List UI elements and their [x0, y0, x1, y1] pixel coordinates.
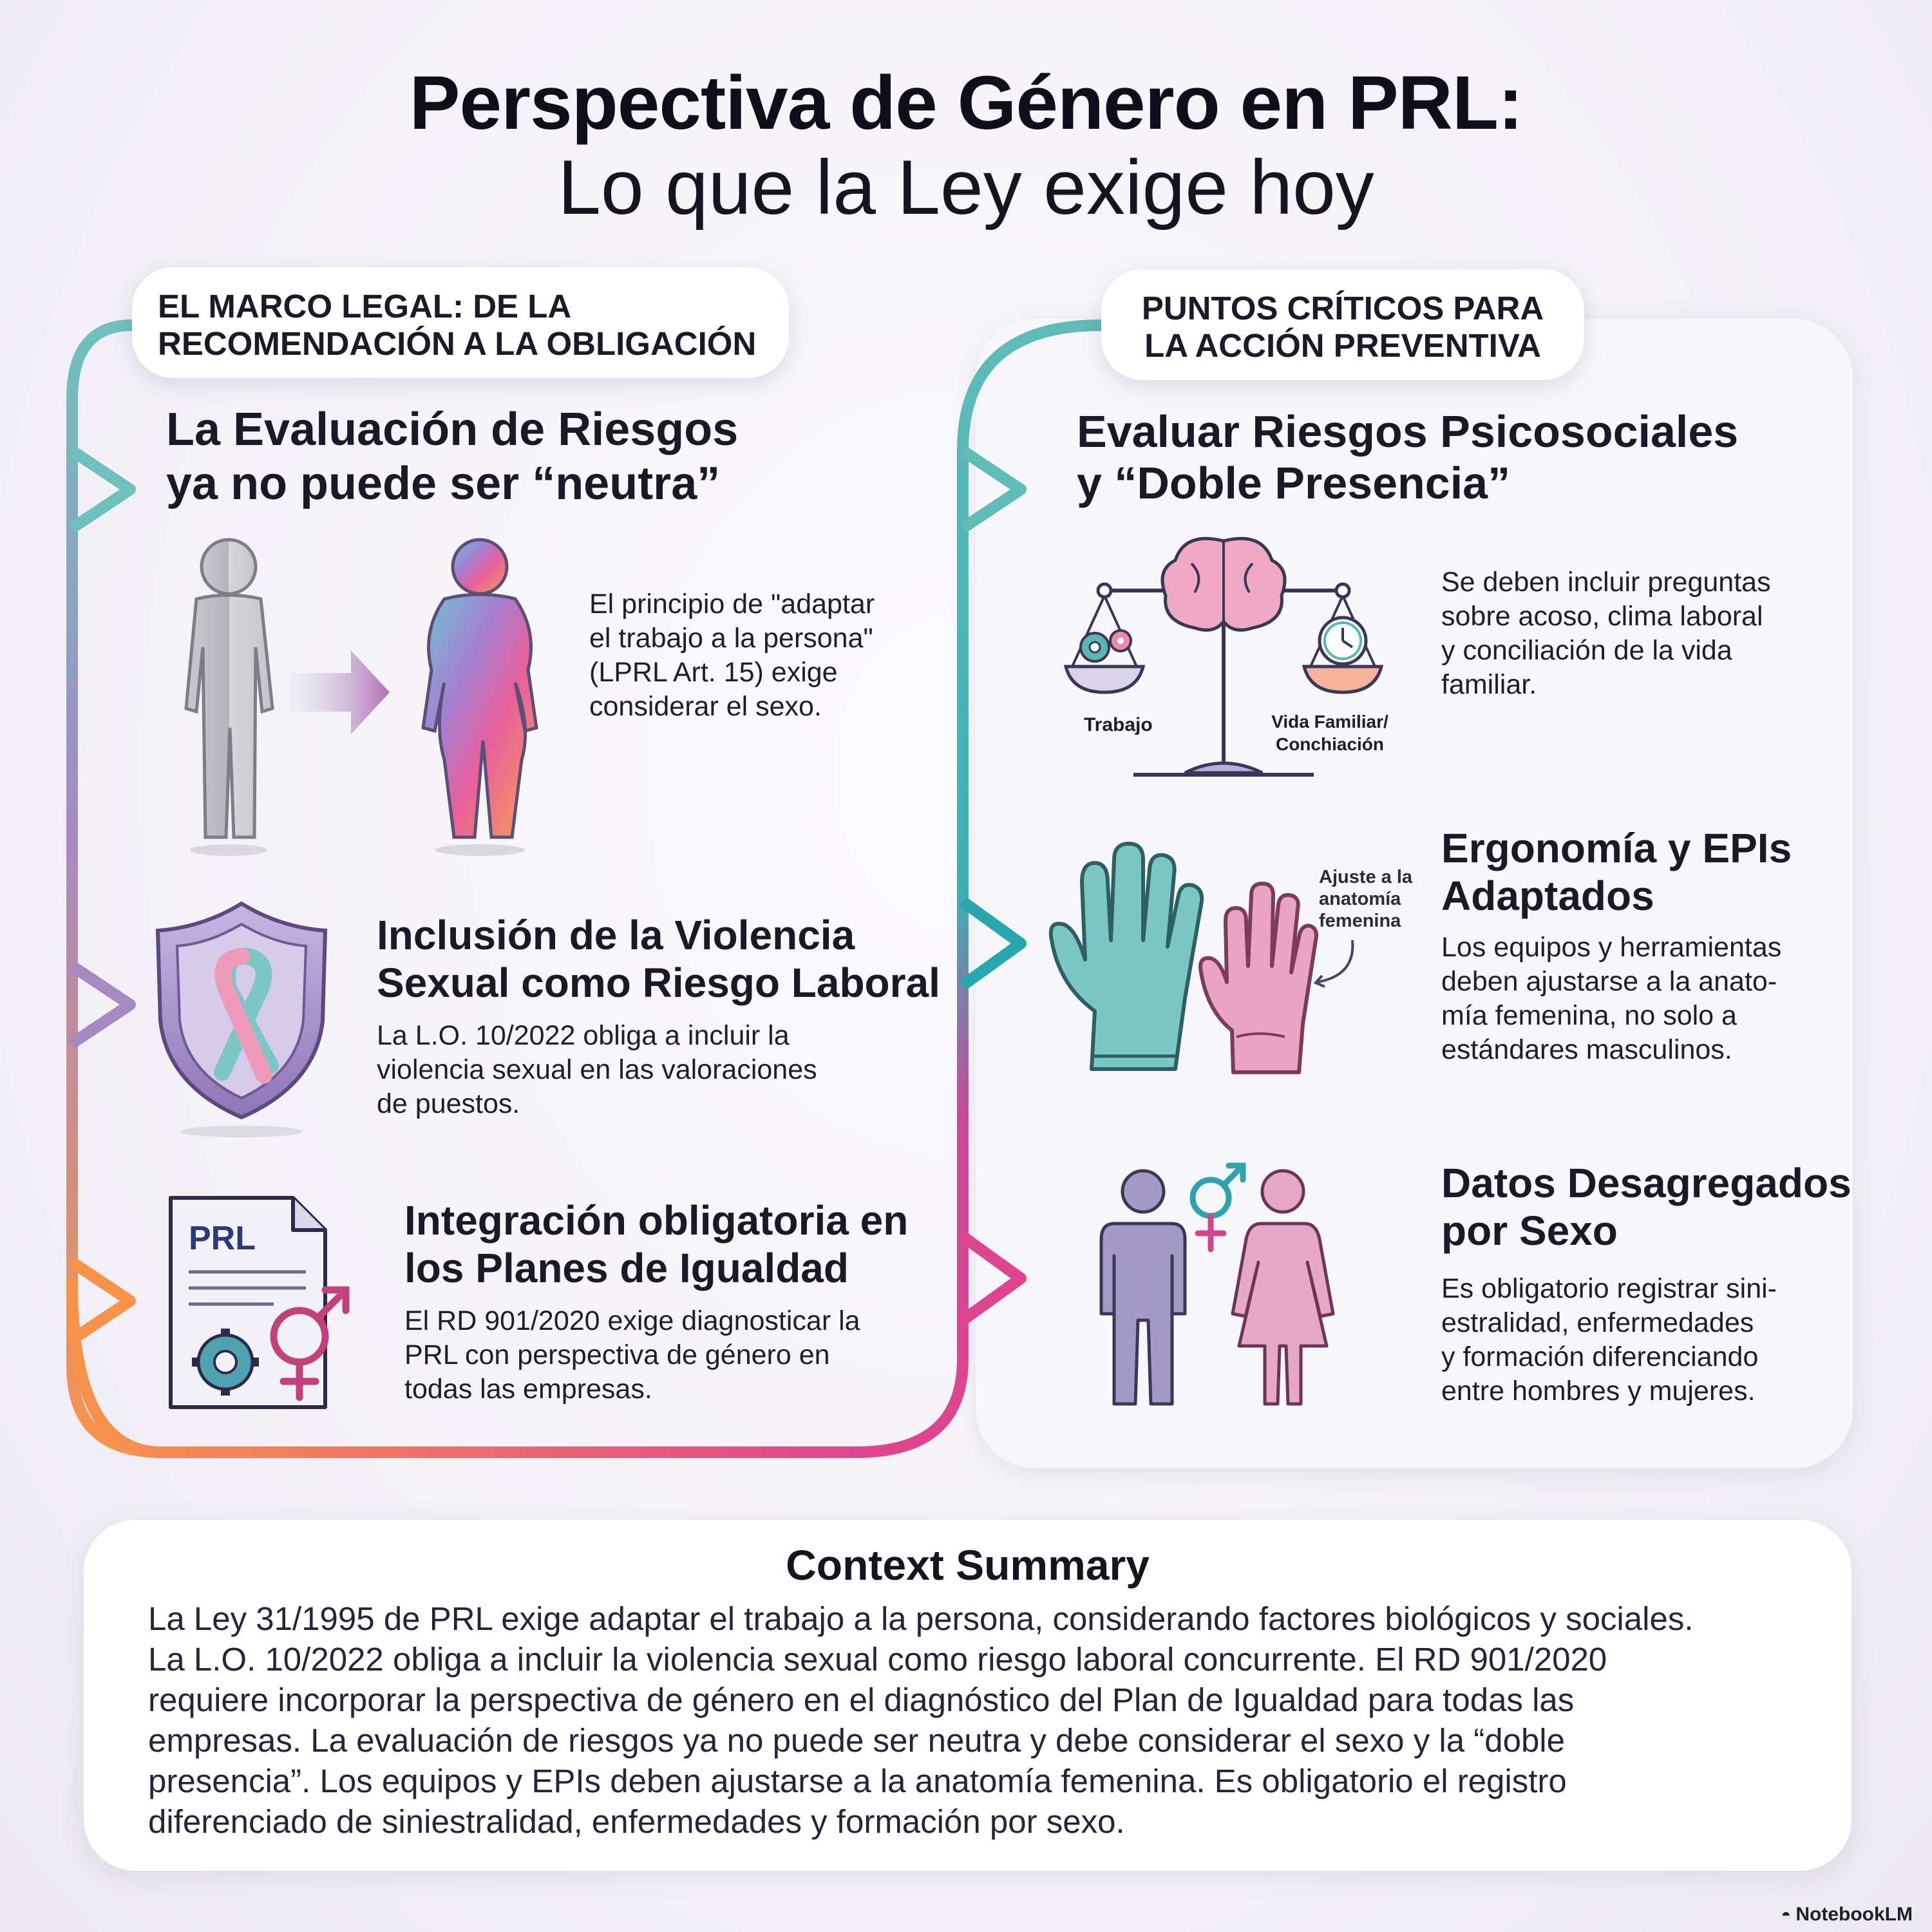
shield-ribbon-icon — [151, 898, 345, 1137]
item-text-equality-plans: El RD 901/2020 exige diagnosticar la PRL con perspectiva de género en todas las empresas. — [404, 1305, 860, 1405]
item-title-disaggregated-data: Datos Desagregados por Sexo — [1441, 1160, 1852, 1254]
item-title-ergonomics: Ergonomía y EPIs Adaptados — [1441, 825, 1792, 919]
section-heading-critical-points: PUNTOS CRÍTICOS PARA LA ACCIÓN PREVENTIVA — [1101, 269, 1584, 380]
gender-symbol-icon — [1193, 1166, 1243, 1249]
glove-annotation: Ajuste a la anatomía femenina — [1319, 867, 1413, 931]
item-title-neutral-evaluation: La Evaluación de Riesgos ya no puede ser “neutra” — [166, 404, 739, 509]
item-text-ergonomics: Los equipos y herramientas deben ajustarse a la anato- mía femenina, no solo a estándares masculinos. — [1441, 932, 1782, 1065]
right-notch-3 — [963, 1236, 1021, 1320]
clock-icon — [1320, 618, 1366, 664]
teal-glove-icon — [1051, 844, 1202, 1069]
scale-label-family-2: Conchiación — [1275, 734, 1385, 754]
page-subtitle: Lo que la Ley exige hoy — [558, 144, 1374, 231]
gloves-icon — [1046, 844, 1317, 1075]
prl-document-icon — [164, 1191, 364, 1414]
item-title-equality-plans: Integración obligatoria en los Planes de Igualdad — [404, 1197, 909, 1291]
prl-label: PRL — [189, 1220, 256, 1257]
left-notch-3 — [72, 1262, 130, 1340]
item-text-psychosocial: Se deben incluir preguntas sobre acoso, clima laboral y conciliación de la vida familiar. — [1441, 567, 1771, 700]
page-title: Perspectiva de Género en PRL: — [409, 61, 1523, 146]
body-transformation-icon — [151, 535, 551, 863]
right-notch-2 — [963, 902, 1021, 985]
item-text-neutral-evaluation: El principio de "adaptar el trabajo a la persona" (LPRL Art. 15) exige considerar el sexo. — [589, 589, 875, 722]
item-text-sexual-violence: La L.O. 10/2022 obliga a incluir la violencia sexual en las valoraciones de puestos. — [377, 1020, 817, 1119]
left-notch-1 — [72, 451, 130, 528]
notebooklm-brand: ◓ NotebookLM — [1781, 1904, 1913, 1925]
left-notch-2 — [72, 966, 130, 1043]
people-gender-icon — [1082, 1159, 1346, 1410]
item-text-disaggregated-data: Es obligatorio registrar sini- estralidad, enfermedades y formación diferenciando entre hombres y mujeres. — [1441, 1273, 1777, 1406]
context-summary-card — [84, 1520, 1852, 1871]
brain-icon — [1162, 538, 1285, 630]
summary-title: Context Summary — [786, 1541, 1150, 1589]
item-title-sexual-violence: Inclusión de la Violencia Sexual como Riesgo Laboral — [377, 912, 940, 1006]
male-figure-icon — [1101, 1171, 1185, 1404]
female-figure-icon — [1233, 1171, 1333, 1404]
balance-scale-brain-icon — [1066, 531, 1388, 782]
section-heading-legal-framework: EL MARCO LEGAL: DE LA RECOMENDACIÓN A LA OBLIGACIÓN — [132, 267, 789, 378]
summary-text: La Ley 31/1995 de PRL exige adaptar el trabajo a la persona, considerando factores biológicos y sociales. La L.O. 10/2022 obliga a incluir la violencia sexual como riesgo laboral concurrente. El RD 901/2020 requiere incorporar la perspectiva de género en el diagnóstico del Plan de Igualdad para todas las empresas. La evaluación de riesgos ya no puede ser neutra y debe considerar el sexo y la “doble presencia”. Los equipos y EPIs deben ajustarse a la anatomía femenina. Es obligatorio el registro diferenciado de siniestralidad, enfermedades y formación por sexo. — [148, 1600, 1694, 1840]
pink-glove-icon — [1200, 884, 1316, 1072]
right-notch-1 — [963, 451, 1021, 528]
item-title-psychosocial: Evaluar Riesgos Psicosociales y “Doble Presencia” — [1077, 406, 1739, 508]
scale-label-family-1: Vida Familiar/ — [1271, 712, 1388, 732]
notebooklm-logo-icon: ◓ — [1781, 1905, 1796, 1924]
scale-label-work: Trabajo — [1084, 714, 1153, 735]
gear-icon — [1081, 630, 1131, 661]
